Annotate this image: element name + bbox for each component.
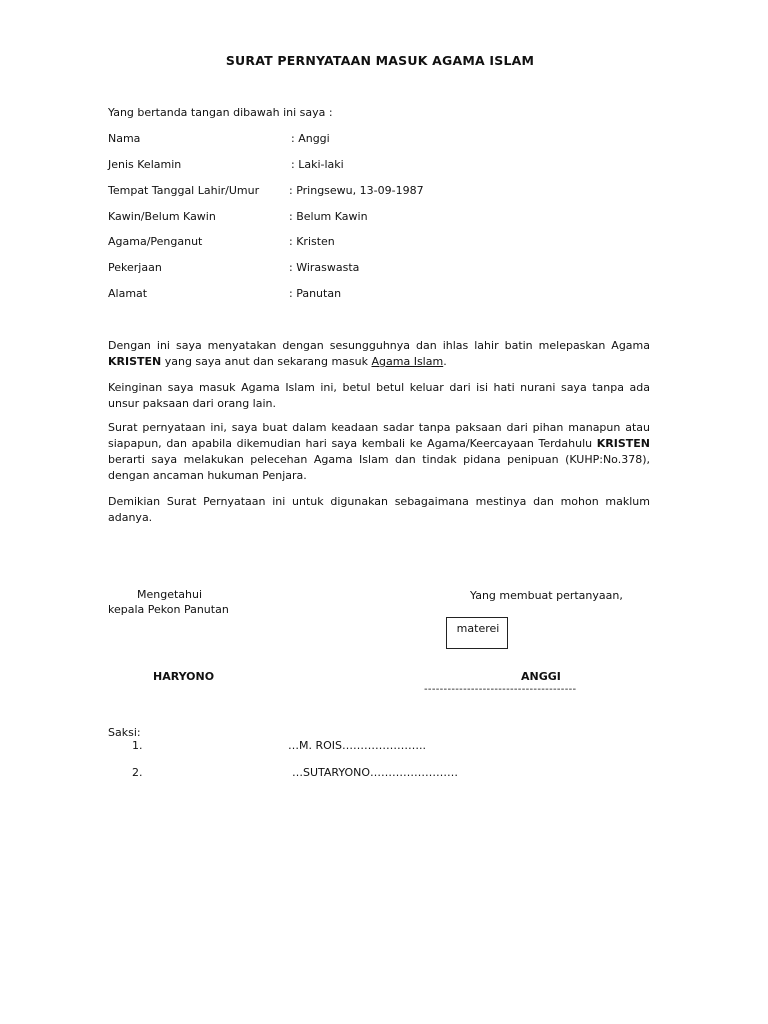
signature-line: --------------------------------------- [424,684,577,695]
intro-text: Yang bertanda tangan dibawah ini saya : [108,106,333,119]
field-value-pekerjaan: : Wiraswasta [289,261,360,274]
paragraph-sincerity: Keinginan saya masuk Agama Islam ini, betul betul keluar dari isi hati nurani saya tanpa ada unsur paksaan dari orang lain. [108,381,650,410]
witness-name-2: …SUTARYONO…………………… [292,766,459,779]
field-value-jenis-kelamin: : Laki-laki [291,158,344,171]
paragraph-consequence-text-2: berarti saya melakukan pelecehan Agama Islam dan tindak pidana penipuan (KUHP:No.378), dengan ancaman hukuman Penjara. [108,453,650,482]
paragraph-consequence [108,420,650,484]
field-label-agama: Agama/Penganut [108,235,203,248]
paragraph-declaration-religion: KRISTEN [108,355,162,368]
letter-title: SURAT PERNYATAAN MASUK AGAMA ISLAM [225,53,535,68]
field-value-kawin: : Belum Kawin [289,210,368,223]
field-value-nama: : Anggi [291,132,330,145]
sign-right-heading: Yang membuat pertanyaan, [470,589,623,602]
stamp-box [446,617,508,649]
field-label-ttl: Tempat Tanggal Lahir/Umur [108,184,260,197]
field-label-alamat: Alamat [108,287,148,300]
paragraph-consequence-text-1: Surat pernyataan ini, saya buat dalam keadaan sadar tanpa paksaan dari pihan manapun atau siapapun, dan apabila dikemudian hari saya kembali ke Agama/Keercayaan Terdahulu [108,421,650,450]
witness-number-1: 1. [132,739,143,752]
stamp-label: materei [456,622,500,635]
witness-label: Saksi: [108,726,141,739]
field-label-kawin: Kawin/Belum Kawin [108,210,216,223]
field-value-alamat: : Panutan [289,287,342,300]
field-label-jenis-kelamin: Jenis Kelamin [108,158,182,171]
paragraph-declaration [108,338,650,370]
paragraph-consequence-religion: KRISTEN [596,437,650,450]
sign-left-heading: Mengetahui [137,588,203,601]
paragraph-declaration-text-3: . [443,355,447,368]
paragraph-declaration-text-2: yang saya anut dan sekarang masuk [161,355,372,368]
witness-name-1: …M. ROIS………………….. [288,739,427,752]
witness-number-2: 2. [132,766,143,779]
sign-left-name: HARYONO [153,670,215,683]
paragraph-declaration-islam: Agama Islam [371,355,444,368]
sign-right-name: ANGGI [521,670,561,683]
paragraph-closing: Demikian Surat Pernyataan ini untuk digunakan sebagaimana mestinya dan mohon maklum adanya. [108,495,650,524]
field-value-agama: : Kristen [289,235,335,248]
field-label-pekerjaan: Pekerjaan [108,261,162,274]
field-label-nama: Nama [108,132,141,145]
sign-left-title: kepala Pekon Panutan [108,603,229,616]
field-value-ttl: : Pringsewu, 13-09-1987 [289,184,424,197]
paragraph-declaration-text-1: Dengan ini saya menyatakan dengan sesungguhnya dan ihlas lahir batin melepaskan Agama [108,339,650,352]
